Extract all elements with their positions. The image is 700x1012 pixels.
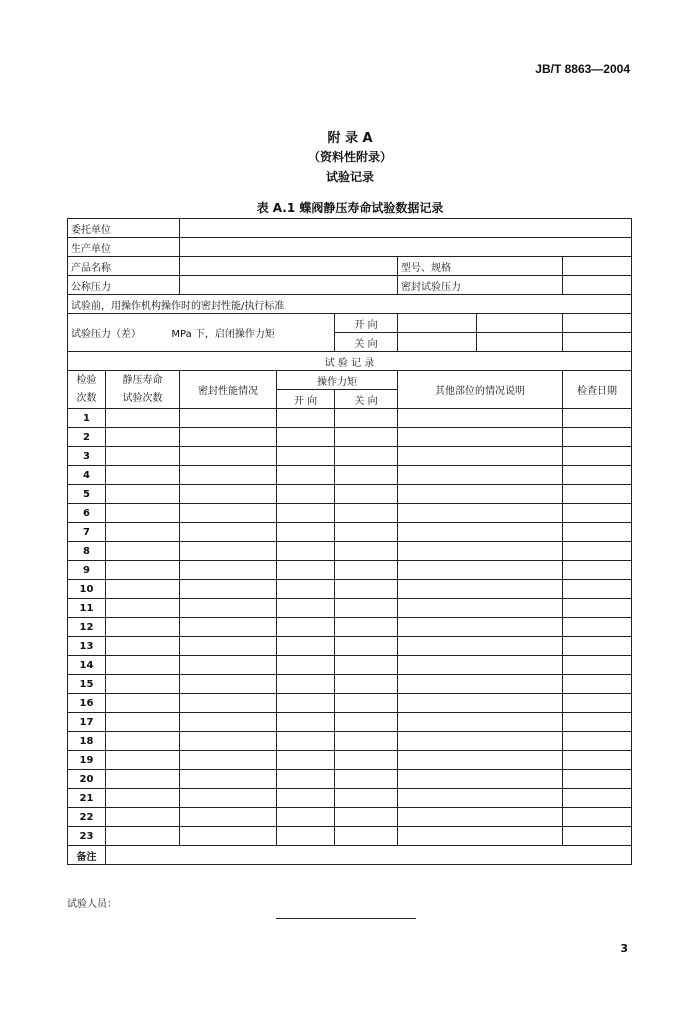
table-row: [68, 447, 632, 466]
col-seal-performance: 密封性能情况: [180, 371, 277, 409]
seal-cell[interactable]: [180, 713, 277, 732]
row-number: 9: [68, 561, 106, 580]
static-life-cell[interactable]: [106, 675, 180, 694]
table-row: [68, 656, 632, 675]
seal-cell[interactable]: [180, 447, 277, 466]
open-torque-cell[interactable]: [277, 656, 335, 675]
row-product: [68, 257, 632, 276]
seal-cell[interactable]: [180, 656, 277, 675]
row-client: [68, 219, 632, 238]
model-spec-field[interactable]: [563, 257, 632, 276]
row-number: 15: [68, 675, 106, 694]
open-torque-cell[interactable]: [277, 675, 335, 694]
date-cell[interactable]: [563, 447, 632, 466]
date-cell[interactable]: [563, 504, 632, 523]
date-cell[interactable]: [563, 789, 632, 808]
table-row: [68, 694, 632, 713]
table-row: [68, 485, 632, 504]
row-number: 7: [68, 523, 106, 542]
date-cell[interactable]: [563, 523, 632, 542]
row-number: 21: [68, 789, 106, 808]
table-row: [68, 618, 632, 637]
nominal-pressure-label: 公称压力: [68, 276, 180, 295]
static-life-cell[interactable]: [106, 447, 180, 466]
other-parts-cell[interactable]: [398, 599, 563, 618]
close-torque-cell[interactable]: [335, 599, 398, 618]
table-row: [68, 599, 632, 618]
table-row: [68, 732, 632, 751]
static-life-cell[interactable]: [106, 694, 180, 713]
close-torque-cell[interactable]: [335, 675, 398, 694]
close-torque-cell[interactable]: [335, 694, 398, 713]
close-torque-cell[interactable]: [335, 808, 398, 827]
date-cell[interactable]: [563, 542, 632, 561]
pressure-diff-text-a: 试验压力（差）: [71, 329, 141, 340]
static-life-cell[interactable]: [106, 732, 180, 751]
row-number: 19: [68, 751, 106, 770]
seal-cell[interactable]: [180, 409, 277, 428]
remarks-field[interactable]: [106, 846, 632, 865]
close-torque-cell[interactable]: [335, 504, 398, 523]
seal-cell[interactable]: [180, 618, 277, 637]
col-check-count-line1: 检验: [76, 374, 97, 386]
table-caption: 表 A.1 蝶阀静压寿命试验数据记录: [256, 201, 444, 215]
row-number: 3: [68, 447, 106, 466]
other-parts-cell[interactable]: [398, 618, 563, 637]
close-direction-value-3[interactable]: [563, 333, 632, 352]
date-cell[interactable]: [563, 751, 632, 770]
table-row: [68, 789, 632, 808]
other-parts-cell[interactable]: [398, 523, 563, 542]
seal-cell[interactable]: [180, 485, 277, 504]
row-number: 1: [68, 409, 106, 428]
seal-cell[interactable]: [180, 561, 277, 580]
manufacturer-field[interactable]: [180, 238, 632, 257]
other-parts-cell[interactable]: [398, 694, 563, 713]
other-parts-cell[interactable]: [398, 637, 563, 656]
open-torque-cell[interactable]: [277, 618, 335, 637]
static-life-cell[interactable]: [106, 485, 180, 504]
table-row: [68, 466, 632, 485]
row-number: 14: [68, 656, 106, 675]
date-cell[interactable]: [563, 656, 632, 675]
row-number: 16: [68, 694, 106, 713]
row-number: 17: [68, 713, 106, 732]
close-torque-cell[interactable]: [335, 523, 398, 542]
record-title: 试验记录: [325, 170, 374, 184]
row-number: 5: [68, 485, 106, 504]
appendix-title: 附 录 A: [327, 131, 373, 146]
close-torque-cell[interactable]: [335, 827, 398, 846]
other-parts-cell[interactable]: [398, 789, 563, 808]
seal-cell[interactable]: [180, 504, 277, 523]
row-number: 4: [68, 466, 106, 485]
open-torque-cell[interactable]: [277, 694, 335, 713]
open-torque-cell[interactable]: [277, 808, 335, 827]
close-torque-cell[interactable]: [335, 713, 398, 732]
static-life-cell[interactable]: [106, 466, 180, 485]
row-pretest: [68, 295, 632, 314]
other-parts-cell[interactable]: [398, 466, 563, 485]
other-parts-cell[interactable]: [398, 675, 563, 694]
close-torque-cell[interactable]: [335, 580, 398, 599]
table-row: [68, 542, 632, 561]
row-torque-open: [68, 314, 632, 333]
seal-cell[interactable]: [180, 808, 277, 827]
date-cell[interactable]: [563, 580, 632, 599]
seal-cell[interactable]: [180, 428, 277, 447]
other-parts-cell[interactable]: [398, 770, 563, 789]
product-name-field[interactable]: [180, 257, 398, 276]
open-direction-value-3[interactable]: [563, 314, 632, 333]
open-torque-cell[interactable]: [277, 447, 335, 466]
product-name-label: 产品名称: [68, 257, 180, 276]
open-torque-cell[interactable]: [277, 466, 335, 485]
static-life-cell[interactable]: [106, 523, 180, 542]
other-parts-cell[interactable]: [398, 561, 563, 580]
table-row: [68, 409, 632, 428]
other-parts-cell[interactable]: [398, 713, 563, 732]
close-torque-cell[interactable]: [335, 561, 398, 580]
static-life-cell[interactable]: [106, 789, 180, 808]
client-label: 委托单位: [68, 219, 180, 238]
row-number: 2: [68, 428, 106, 447]
date-cell[interactable]: [563, 561, 632, 580]
table-row: [68, 580, 632, 599]
close-torque-cell[interactable]: [335, 789, 398, 808]
static-life-cell[interactable]: [106, 751, 180, 770]
date-cell[interactable]: [563, 675, 632, 694]
table-row: [68, 523, 632, 542]
row-number: 6: [68, 504, 106, 523]
row-header-1: [68, 371, 632, 390]
open-direction-field[interactable]: [398, 314, 563, 333]
close-direction-value-2[interactable]: [477, 333, 562, 351]
record-section-title: 试 验 记 录: [68, 352, 632, 371]
col-check-count: [68, 371, 106, 409]
static-life-cell[interactable]: [106, 428, 180, 447]
date-cell[interactable]: [563, 428, 632, 447]
date-cell[interactable]: [563, 827, 632, 846]
col-static-life-line2: 试验次数: [122, 392, 163, 404]
static-life-cell[interactable]: [106, 580, 180, 599]
open-torque-cell[interactable]: [277, 428, 335, 447]
appendix-nature: （资料性附录）: [307, 150, 392, 164]
page-number: 3: [620, 942, 628, 955]
close-direction-value-1[interactable]: [398, 333, 477, 351]
table-row: [68, 428, 632, 447]
open-torque-cell[interactable]: [277, 732, 335, 751]
open-torque-cell[interactable]: [277, 580, 335, 599]
row-record-title: [68, 352, 632, 371]
date-cell[interactable]: [563, 808, 632, 827]
col-close-direction: 关 向: [335, 390, 398, 409]
close-torque-cell[interactable]: [335, 447, 398, 466]
nominal-pressure-field[interactable]: [180, 276, 398, 295]
row-number: 10: [68, 580, 106, 599]
row-number: 23: [68, 827, 106, 846]
date-cell[interactable]: [563, 732, 632, 751]
seal-cell[interactable]: [180, 637, 277, 656]
table-row: [68, 561, 632, 580]
static-life-cell[interactable]: [106, 561, 180, 580]
table-row: [68, 808, 632, 827]
row-number: 13: [68, 637, 106, 656]
seal-cell[interactable]: [180, 580, 277, 599]
row-number: 11: [68, 599, 106, 618]
manufacturer-label: 生产单位: [68, 238, 180, 257]
static-life-cell[interactable]: [106, 618, 180, 637]
seal-cell[interactable]: [180, 542, 277, 561]
static-life-cell[interactable]: [106, 827, 180, 846]
other-parts-cell[interactable]: [398, 428, 563, 447]
table-row: [68, 770, 632, 789]
col-other-parts: 其他部位的情况说明: [398, 371, 563, 409]
other-parts-cell[interactable]: [398, 504, 563, 523]
date-cell[interactable]: [563, 618, 632, 637]
close-direction-label: 关 向: [335, 333, 398, 352]
open-torque-cell[interactable]: [277, 770, 335, 789]
pressure-diff-text-b: MPa 下，启闭操作力矩: [171, 329, 275, 340]
remarks-label: 备注: [68, 846, 106, 865]
signature-line: [276, 918, 416, 919]
other-parts-cell[interactable]: [398, 808, 563, 827]
open-torque-cell[interactable]: [277, 713, 335, 732]
open-torque-cell[interactable]: [277, 542, 335, 561]
seal-cell[interactable]: [180, 523, 277, 542]
open-torque-cell[interactable]: [277, 599, 335, 618]
open-torque-cell[interactable]: [277, 789, 335, 808]
close-torque-cell[interactable]: [335, 770, 398, 789]
other-parts-cell[interactable]: [398, 656, 563, 675]
pre-test-label: 试验前，用操作机构操作时的密封性能/执行标准: [68, 295, 632, 314]
other-parts-cell[interactable]: [398, 580, 563, 599]
static-life-cell[interactable]: [106, 770, 180, 789]
seal-cell[interactable]: [180, 770, 277, 789]
other-parts-cell[interactable]: [398, 485, 563, 504]
col-open-direction: 开 向: [277, 390, 335, 409]
model-spec-label: 型号、规格: [398, 257, 563, 276]
standard-number: JB/T 8863—2004: [535, 62, 630, 76]
table-row: [68, 504, 632, 523]
close-torque-cell[interactable]: [335, 637, 398, 656]
close-torque-cell[interactable]: [335, 466, 398, 485]
table-row: [68, 751, 632, 770]
close-torque-cell[interactable]: [335, 542, 398, 561]
row-manufacturer: [68, 238, 632, 257]
open-torque-cell[interactable]: [277, 561, 335, 580]
table-row: [68, 675, 632, 694]
other-parts-cell[interactable]: [398, 751, 563, 770]
date-cell[interactable]: [563, 409, 632, 428]
other-parts-cell[interactable]: [398, 447, 563, 466]
seal-cell[interactable]: [180, 751, 277, 770]
open-direction-label: 开 向: [335, 314, 398, 333]
other-parts-cell[interactable]: [398, 732, 563, 751]
date-cell[interactable]: [563, 694, 632, 713]
date-cell[interactable]: [563, 599, 632, 618]
col-inspection-date: 检查日期: [563, 371, 632, 409]
close-torque-cell[interactable]: [335, 428, 398, 447]
pressure-diff-label: [68, 314, 335, 352]
seal-cell[interactable]: [180, 694, 277, 713]
static-life-cell[interactable]: [106, 808, 180, 827]
seal-cell[interactable]: [180, 732, 277, 751]
seal-test-pressure-field[interactable]: [563, 276, 632, 295]
close-torque-cell[interactable]: [335, 485, 398, 504]
seal-test-pressure-label: 密封试验压力: [398, 276, 563, 295]
static-life-cell[interactable]: [106, 504, 180, 523]
close-direction-field[interactable]: [398, 333, 563, 352]
open-torque-cell[interactable]: [277, 523, 335, 542]
row-pressure: [68, 276, 632, 295]
static-life-cell[interactable]: [106, 409, 180, 428]
open-direction-value-1[interactable]: [398, 314, 477, 332]
date-cell[interactable]: [563, 637, 632, 656]
date-cell[interactable]: [563, 466, 632, 485]
close-torque-cell[interactable]: [335, 409, 398, 428]
row-remarks: [68, 846, 632, 865]
col-static-life-line1: 静压寿命: [122, 374, 163, 386]
table-row: [68, 827, 632, 846]
row-number: 8: [68, 542, 106, 561]
col-operating-torque: 操作力矩: [277, 371, 398, 390]
row-number: 18: [68, 732, 106, 751]
close-torque-cell[interactable]: [335, 751, 398, 770]
seal-cell[interactable]: [180, 827, 277, 846]
seal-cell[interactable]: [180, 599, 277, 618]
col-static-life: [106, 371, 180, 409]
table-row: [68, 713, 632, 732]
close-torque-cell[interactable]: [335, 732, 398, 751]
other-parts-cell[interactable]: [398, 409, 563, 428]
other-parts-cell[interactable]: [398, 542, 563, 561]
date-cell[interactable]: [563, 485, 632, 504]
open-torque-cell[interactable]: [277, 485, 335, 504]
open-torque-cell[interactable]: [277, 409, 335, 428]
static-life-cell[interactable]: [106, 713, 180, 732]
client-field[interactable]: [180, 219, 632, 238]
other-parts-cell[interactable]: [398, 827, 563, 846]
open-torque-cell[interactable]: [277, 827, 335, 846]
static-life-cell[interactable]: [106, 599, 180, 618]
col-check-count-line2: 次数: [76, 392, 97, 404]
seal-cell[interactable]: [180, 675, 277, 694]
row-number: 12: [68, 618, 106, 637]
row-number: 20: [68, 770, 106, 789]
static-life-cell[interactable]: [106, 637, 180, 656]
operator-label: 试验人员：: [67, 899, 117, 910]
date-cell[interactable]: [563, 770, 632, 789]
row-number: 22: [68, 808, 106, 827]
seal-cell[interactable]: [180, 466, 277, 485]
open-torque-cell[interactable]: [277, 751, 335, 770]
close-torque-cell[interactable]: [335, 618, 398, 637]
close-torque-cell[interactable]: [335, 656, 398, 675]
open-torque-cell[interactable]: [277, 504, 335, 523]
table-row: [68, 637, 632, 656]
static-life-cell[interactable]: [106, 656, 180, 675]
open-direction-value-2[interactable]: [477, 314, 562, 332]
static-life-cell[interactable]: [106, 542, 180, 561]
open-torque-cell[interactable]: [277, 637, 335, 656]
seal-cell[interactable]: [180, 789, 277, 808]
test-record-table: [67, 218, 632, 865]
date-cell[interactable]: [563, 713, 632, 732]
